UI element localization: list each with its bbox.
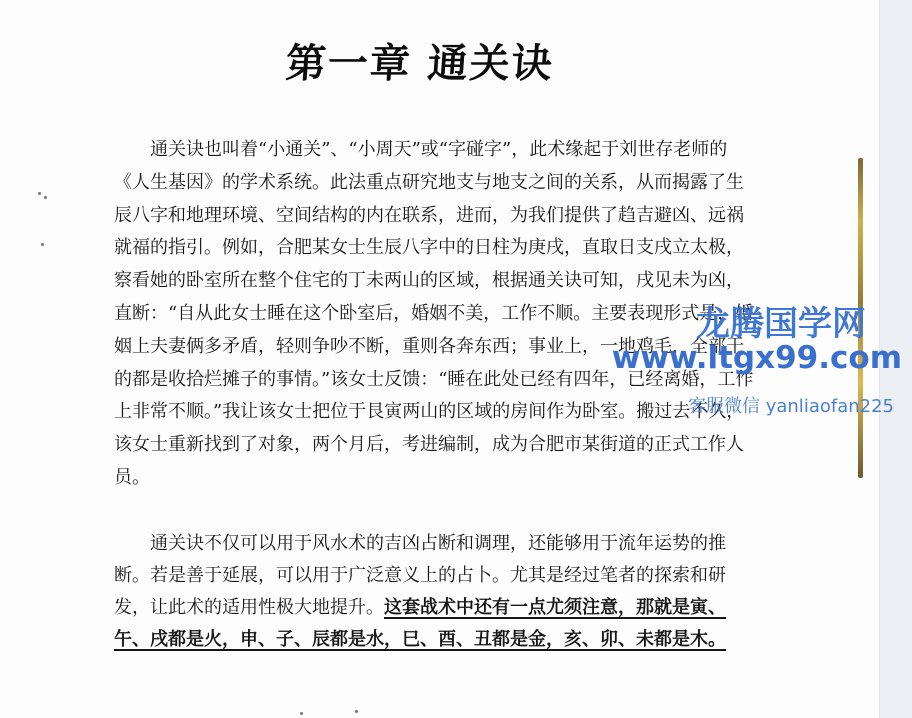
watermark-contact: 客服微信 yanliaofan225 [688,396,894,417]
paragraph-2-text: 通关诀不仅可以用于风水术的吉凶占断和调理，还能够用于流年运势的推断。若是善于延展，可以用于广泛意义上的占卜。尤其是经过笔者的探索和研发，让此术的适用性极大地提升。 [114,533,726,618]
scan-speck [44,196,47,199]
scan-speck [300,712,303,715]
scan-speck [38,192,41,195]
paragraph-2 [114,528,754,656]
scan-speck [355,710,358,713]
paragraph-1: 通关诀也叫着“小通关”、“小周天”或“字碰字”，此术缘起于刘世存老师的《人生基因》的学术系统。此法重点研究地支与地支之间的关系，从而揭露了生辰八字和地理环境、空间结构的内在联系，进而，为我们提供了趋吉避凶、远祸就福的指引。例如，合肥某女士生辰八字中的日柱为庚戌，直取日支戌立太极，察看她的卧室所在整个住宅的丁未两山的区域，根据通关诀可知，戌见未为凶，直断：“自从此女士睡在这个卧室后，婚姻不美，工作不顺。主要表现形式是，婚姻上夫妻俩多矛盾，轻则争吵不断，重则各奔东西；事业上，一地鸡毛，全部干的都是收拾烂摊子的事情。”该女士反馈：“睡在此处已经有四年，已经离婚，工作上非常不顺。”我让该女士把位于艮寅两山的区域的房间作为卧室。搬过去不久，该女士重新找到了对象，两个月后，考进编制，成为合肥市某街道的正式工作人员。 [114,139,754,488]
scan-speck [41,243,44,246]
watermark-url: www.ltgx99.com [611,340,902,376]
watermark-site-name: 龙腾国学网 [696,304,866,344]
chapter-title: 第一章 通关诀 [284,41,556,87]
underlined-note: 这套战术中还有一点尤须注意，那就是寅、午、戌都是火，申、子、辰都是水，巳、酉、丑都是金，亥、卯、未都是木。 [114,597,726,650]
